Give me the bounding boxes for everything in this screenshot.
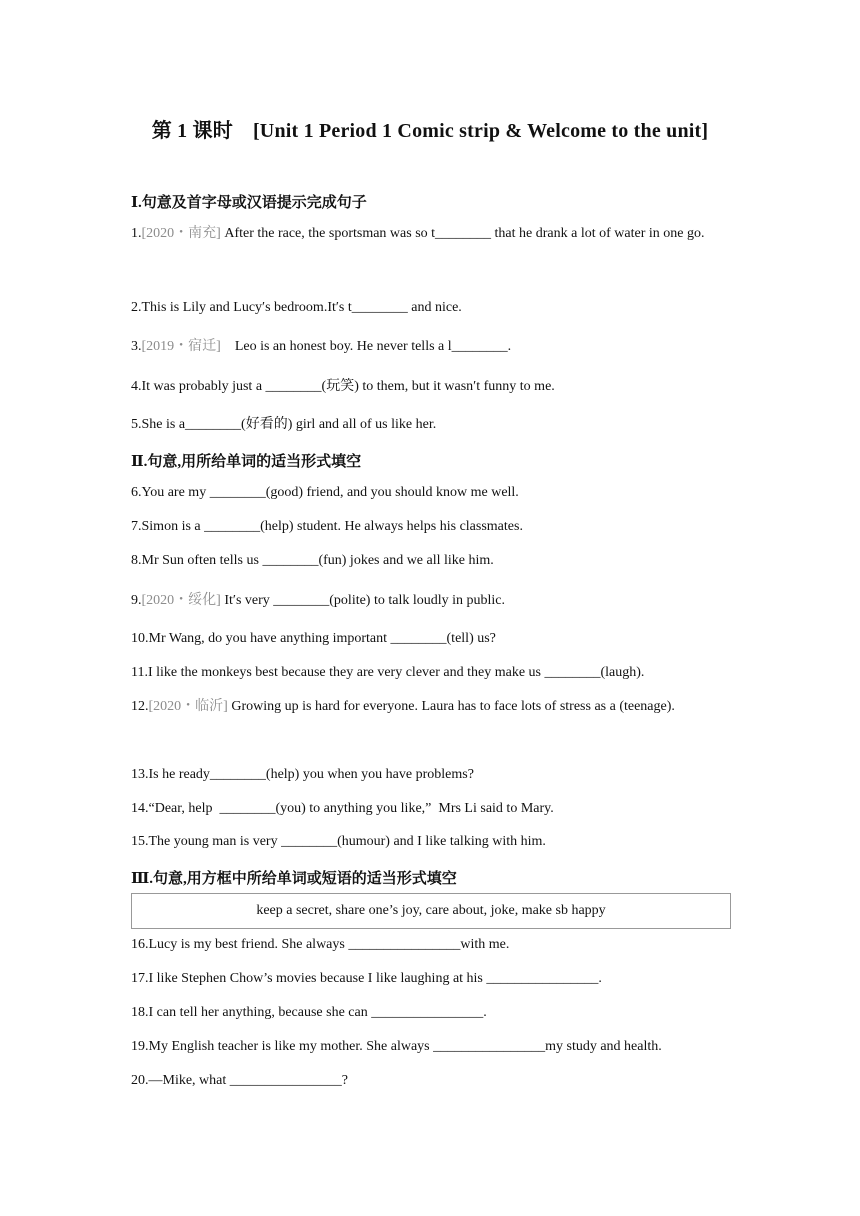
question-17: 17.I like Stephen Chow’s movies because I like laughing at his ________________. <box>131 971 602 986</box>
question-12: 12.[2020・临沂] Growing up is hard for everyone. Laura has to face lots of stress as a (teenage). <box>131 699 675 714</box>
question-6: 6.You are my ________(good) friend, and you should know me well. <box>131 485 519 500</box>
question-13: 13.Is he ready________(help) you when you have problems? <box>131 767 474 782</box>
section-3-heading: Ⅲ.句意,用方框中所给单词或短语的适当形式填空 <box>131 871 457 887</box>
question-18: 18.I can tell her anything, because she can ________________. <box>131 1005 487 1020</box>
question-11: 11.I like the monkeys best because they are very clever and they make us ________(laugh). <box>131 665 645 680</box>
question-5: 5.She is a________(好看的) girl and all of us like her. <box>131 417 437 432</box>
lesson-label: 第 1 课时 <box>151 120 233 142</box>
word-box: keep a secret, share one’s joy, care about, joke, make sb happy <box>131 893 731 929</box>
question-1: 1.[2020・南充] After the race, the sportsman was so t________ that he drank a lot of water in one go. <box>131 226 705 241</box>
source-tag: [2020・绥化] <box>141 593 221 608</box>
source-tag: [2019・宿迁] <box>141 339 221 354</box>
question-9: 9.[2020・绥化] It′s very ________(polite) to talk loudly in public. <box>131 593 506 608</box>
section-1-heading: Ⅰ.句意及首字母或汉语提示完成句子 <box>131 195 367 211</box>
question-14: 14.“Dear, help ________(you) to anything you like,” Mrs Li said to Mary. <box>131 801 554 816</box>
source-tag: [2020・临沂] <box>148 699 228 714</box>
question-20: 20.—Mike, what ________________? <box>131 1073 348 1088</box>
question-19: 19.My English teacher is like my mother. She always ________________my study and health. <box>131 1039 662 1054</box>
question-3: 3.[2019・宿迁] Leo is an honest boy. He never tells a l________. <box>131 339 512 354</box>
question-7: 7.Simon is a ________(help) student. He always helps his classmates. <box>131 519 523 534</box>
unit-label: [Unit 1 Period 1 Comic strip & Welcome to the unit] <box>252 120 709 142</box>
question-2: 2.This is Lily and Lucy′s bedroom.It′s t________ and nice. <box>131 300 462 315</box>
source-tag: [2020・南充] <box>141 226 221 241</box>
question-4: 4.It was probably just a ________(玩笑) to them, but it wasn′t funny to me. <box>131 379 555 394</box>
section-2-heading: Ⅱ.句意,用所给单词的适当形式填空 <box>131 454 362 470</box>
page-title <box>0 114 860 143</box>
question-8: 8.Mr Sun often tells us ________(fun) jokes and we all like him. <box>131 553 494 568</box>
question-10: 10.Mr Wang, do you have anything important ________(tell) us? <box>131 631 496 646</box>
question-15: 15.The young man is very ________(humour) and I like talking with him. <box>131 834 546 849</box>
question-16: 16.Lucy is my best friend. She always ________________with me. <box>131 937 510 952</box>
